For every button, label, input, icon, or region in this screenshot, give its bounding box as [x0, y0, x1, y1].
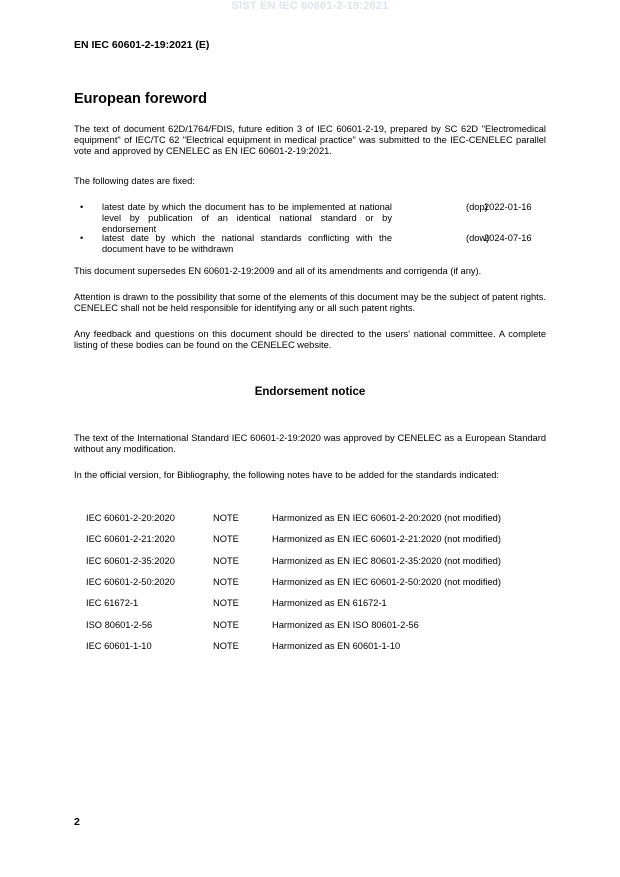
date-item-date: 2024-07-16: [484, 233, 532, 243]
note-description: Harmonized as EN IEC 60601-2-50:2020 (not modified): [272, 577, 501, 587]
note-standard: IEC 60601-2-35:2020: [86, 556, 175, 566]
foreword-title: European foreword: [74, 91, 207, 107]
patent-paragraph: Attention is drawn to the possibility that some of the elements of this document may be the subject of patent rights. CENELEC shall not be held responsible for identifying any or all such patent rights.: [74, 292, 546, 313]
note-standard: IEC 60601-2-50:2020: [86, 577, 175, 587]
note-label: NOTE: [213, 641, 239, 651]
foreword-intro: The text of document 62D/1764/FDIS, future edition 3 of IEC 60601-2-19, prepared by SC 62D "Electromedical equipment" of IEC/TC 62 "Electrical equipment in medical practice" was submitted to the IEC-CENELEC parallel vote and approved by CENELEC as EN IEC 60601-2-19:2021.: [74, 124, 546, 156]
document-id-header: EN IEC 60601-2-19:2021 (E): [74, 39, 210, 51]
endorsement-approval: The text of the International Standard IEC 60601-2-19:2020 was approved by CENELEC as a European Standard without any modification.: [74, 433, 546, 454]
note-description: Harmonized as EN IEC 60601-2-21:2020 (not modified): [272, 534, 501, 544]
note-label: NOTE: [213, 513, 239, 523]
note-standard: IEC 60601-2-20:2020: [86, 513, 175, 523]
note-standard: IEC 61672-1: [86, 598, 139, 608]
bibliography-intro: In the official version, for Bibliography, the following notes have to be added for the standards indicated:: [74, 470, 499, 480]
note-standard: IEC 60601-1-10: [86, 641, 152, 651]
note-description: Harmonized as EN 60601-1-10: [272, 641, 401, 651]
page-number: 2: [74, 816, 80, 828]
note-label: NOTE: [213, 577, 239, 587]
supersedes-paragraph: This document supersedes EN 60601-2-19:2009 and all of its amendments and corrigenda (if any).: [74, 266, 482, 276]
endorsement-title: Endorsement notice: [254, 386, 366, 398]
bullet-marker: •: [80, 202, 84, 212]
note-label: NOTE: [213, 620, 239, 630]
note-description: Harmonized as EN ISO 80601-2-56: [272, 620, 419, 630]
note-standard: IEC 60601-2-21:2020: [86, 534, 175, 544]
note-label: NOTE: [213, 534, 239, 544]
date-item-text: latest date by which the document has to be implemented at national level by publication of an identical national standard or by endorsement: [102, 202, 392, 234]
date-item-code: (dow): [466, 233, 490, 243]
note-label: NOTE: [213, 598, 239, 608]
note-description: Harmonized as EN IEC 80601-2-35:2020 (not modified): [272, 556, 501, 566]
note-description: Harmonized as EN 61672-1: [272, 598, 387, 608]
date-item-text: latest date by which the national standards conflicting with the document have to be withdrawn: [102, 233, 392, 254]
dates-intro: The following dates are fixed:: [74, 176, 195, 186]
date-item-code: (dop): [466, 202, 488, 212]
note-label: NOTE: [213, 556, 239, 566]
bullet-marker: •: [80, 233, 84, 243]
feedback-paragraph: Any feedback and questions on this document should be directed to the users' national committee. A complete listing of these bodies can be found on the CENELEC website.: [74, 329, 546, 350]
note-description: Harmonized as EN IEC 60601-2-20:2020 (not modified): [272, 513, 501, 523]
watermark: SIST EN IEC 60601-2-19:2021: [231, 0, 389, 12]
date-item-date: 2022-01-16: [484, 202, 532, 212]
note-standard: ISO 80601-2-56: [86, 620, 153, 630]
